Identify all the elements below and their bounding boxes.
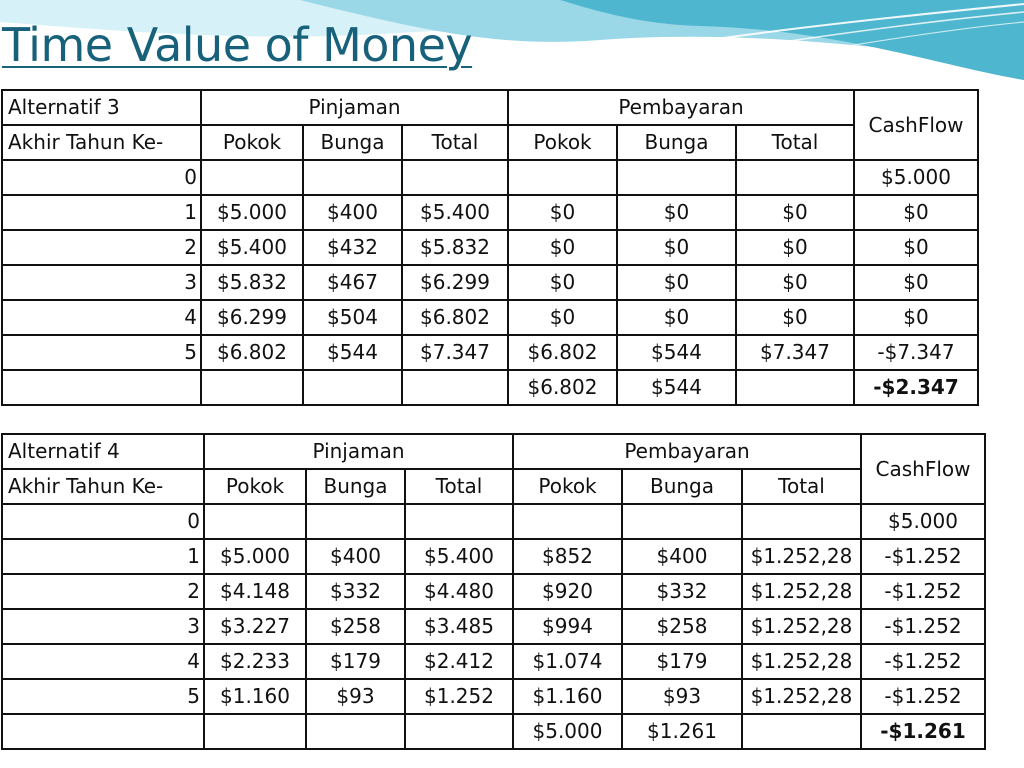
cell-pinjaman-total <box>402 370 508 405</box>
table-body <box>2 90 978 405</box>
cell-pembayaran-bunga: $400 <box>622 539 742 574</box>
cell-pinjaman-total: $5.400 <box>402 195 508 230</box>
table-row <box>2 230 978 265</box>
cell-pinjaman-total: $4.480 <box>405 574 513 609</box>
cell-pembayaran-pokok: $5.000 <box>513 714 622 749</box>
cell-pembayaran-bunga: $0 <box>617 230 736 265</box>
cell-cashflow: -$1.252 <box>861 644 985 679</box>
cell-pembayaran-total <box>742 504 861 539</box>
cell-pinjaman-bunga <box>306 504 405 539</box>
slide-title: Time Value of Money <box>2 18 473 72</box>
cell-pembayaran-bunga: $332 <box>622 574 742 609</box>
cell-pinjaman-pokok <box>204 714 306 749</box>
cell-pembayaran-pokok: $0 <box>508 230 617 265</box>
cell-pembayaran-bunga <box>617 160 736 195</box>
table-row <box>2 504 985 539</box>
subheader-pinjaman-bunga: Bunga <box>303 125 402 160</box>
table-row <box>2 195 978 230</box>
cell-pembayaran-total: $1.252,28 <box>742 644 861 679</box>
table-row <box>2 300 978 335</box>
cell-pembayaran-total: $7.347 <box>736 335 854 370</box>
cell-pinjaman-bunga: $93 <box>306 679 405 714</box>
cell-pinjaman-pokok: $6.299 <box>201 300 303 335</box>
cell-cashflow: $5.000 <box>854 160 978 195</box>
subheader-pembayaran-total: Total <box>742 469 861 504</box>
cell-pinjaman-total: $3.485 <box>405 609 513 644</box>
table-row-total <box>2 714 985 749</box>
subheader-pinjaman-total: Total <box>405 469 513 504</box>
table-row <box>2 335 978 370</box>
cell-cashflow: -$1.252 <box>861 539 985 574</box>
cell-pinjaman-pokok: $6.802 <box>201 335 303 370</box>
cell-pinjaman-bunga: $400 <box>303 195 402 230</box>
cell-pinjaman-pokok <box>201 160 303 195</box>
cell-year: 4 <box>2 300 201 335</box>
cell-pinjaman-pokok <box>204 504 306 539</box>
cell-cashflow: -$7.347 <box>854 335 978 370</box>
cell-pinjaman-total: $7.347 <box>402 335 508 370</box>
cell-cashflow: -$1.252 <box>861 679 985 714</box>
cell-pinjaman-bunga: $432 <box>303 230 402 265</box>
cell-pinjaman-total <box>405 504 513 539</box>
subheader-pinjaman-bunga: Bunga <box>306 469 405 504</box>
cell-cashflow: $5.000 <box>861 504 985 539</box>
cell-pinjaman-bunga: $258 <box>306 609 405 644</box>
cell-cashflow: $0 <box>854 195 978 230</box>
cell-pembayaran-bunga <box>622 504 742 539</box>
cell-year: 3 <box>2 265 201 300</box>
cell-pembayaran-pokok: $1.160 <box>513 679 622 714</box>
subheader-pinjaman-pokok: Pokok <box>204 469 306 504</box>
cell-cashflow: -$1.261 <box>861 714 985 749</box>
cell-pinjaman-bunga <box>303 370 402 405</box>
cell-pinjaman-total: $5.832 <box>402 230 508 265</box>
table-body <box>2 434 985 749</box>
cell-year: 0 <box>2 160 201 195</box>
cell-year: 0 <box>2 504 204 539</box>
table-row <box>2 539 985 574</box>
cell-cashflow: $0 <box>854 265 978 300</box>
cell-pembayaran-pokok: $852 <box>513 539 622 574</box>
cell-pembayaran-total <box>742 714 861 749</box>
header-cashflow: CashFlow <box>854 90 978 160</box>
cell-pinjaman-total <box>405 714 513 749</box>
cell-pembayaran-total: $0 <box>736 300 854 335</box>
cell-pembayaran-total: $1.252,28 <box>742 679 861 714</box>
cell-cashflow: $0 <box>854 230 978 265</box>
cell-pinjaman-pokok: $4.148 <box>204 574 306 609</box>
subheader-pembayaran-pokok: Pokok <box>508 125 617 160</box>
cell-pinjaman-bunga: $179 <box>306 644 405 679</box>
cell-pinjaman-pokok: $5.000 <box>204 539 306 574</box>
cell-pinjaman-pokok: $2.233 <box>204 644 306 679</box>
cell-pembayaran-total: $1.252,28 <box>742 609 861 644</box>
table-row <box>2 644 985 679</box>
table-row-total <box>2 370 978 405</box>
cell-pinjaman-bunga: $467 <box>303 265 402 300</box>
cell-pembayaran-bunga: $179 <box>622 644 742 679</box>
cell-year <box>2 714 204 749</box>
cell-pembayaran-bunga: $0 <box>617 265 736 300</box>
cell-cashflow: -$2.347 <box>854 370 978 405</box>
cell-pinjaman-bunga: $544 <box>303 335 402 370</box>
cell-pembayaran-bunga: $258 <box>622 609 742 644</box>
cell-pembayaran-pokok <box>508 160 617 195</box>
cell-pembayaran-total: $1.252,28 <box>742 539 861 574</box>
cell-year: 1 <box>2 195 201 230</box>
cell-pembayaran-pokok: $6.802 <box>508 335 617 370</box>
header-cashflow: CashFlow <box>861 434 985 504</box>
alternatif-4-table <box>1 433 986 750</box>
header-row-groups <box>2 434 985 469</box>
group-header-pembayaran: Pembayaran <box>508 90 854 125</box>
cell-year: 5 <box>2 679 204 714</box>
cell-year: 1 <box>2 539 204 574</box>
cell-pinjaman-total <box>402 160 508 195</box>
cell-pembayaran-pokok: $0 <box>508 195 617 230</box>
cell-pembayaran-total <box>736 160 854 195</box>
cell-pembayaran-pokok <box>513 504 622 539</box>
cell-pembayaran-bunga: $544 <box>617 335 736 370</box>
cell-cashflow: -$1.252 <box>861 574 985 609</box>
table-label: Alternatif 4 <box>2 434 204 469</box>
cell-pinjaman-pokok: $3.227 <box>204 609 306 644</box>
cell-pembayaran-pokok: $0 <box>508 265 617 300</box>
cell-pembayaran-bunga: $0 <box>617 195 736 230</box>
cell-pinjaman-bunga: $504 <box>303 300 402 335</box>
table-row <box>2 160 978 195</box>
cell-pinjaman-total: $2.412 <box>405 644 513 679</box>
table-row <box>2 609 985 644</box>
cell-pembayaran-pokok: $6.802 <box>508 370 617 405</box>
subheader-pembayaran-bunga: Bunga <box>622 469 742 504</box>
table-row <box>2 265 978 300</box>
cell-pembayaran-bunga: $1.261 <box>622 714 742 749</box>
cell-cashflow: -$1.252 <box>861 609 985 644</box>
table-row <box>2 574 985 609</box>
cell-year: 2 <box>2 574 204 609</box>
header-row-sub <box>2 125 978 160</box>
cell-year: 5 <box>2 335 201 370</box>
alternatif-3-table <box>1 89 979 406</box>
cell-pinjaman-pokok: $5.000 <box>201 195 303 230</box>
cell-pembayaran-total: $0 <box>736 195 854 230</box>
cell-pinjaman-pokok: $5.832 <box>201 265 303 300</box>
cell-pinjaman-pokok: $5.400 <box>201 230 303 265</box>
cell-pembayaran-pokok: $0 <box>508 300 617 335</box>
cell-pinjaman-total: $6.802 <box>402 300 508 335</box>
cell-pinjaman-total: $5.400 <box>405 539 513 574</box>
cell-cashflow: $0 <box>854 300 978 335</box>
cell-pembayaran-pokok: $920 <box>513 574 622 609</box>
header-row-sub <box>2 469 985 504</box>
group-header-pembayaran: Pembayaran <box>513 434 861 469</box>
cell-pembayaran-bunga: $93 <box>622 679 742 714</box>
cell-pembayaran-total: $0 <box>736 265 854 300</box>
cell-year: 2 <box>2 230 201 265</box>
subheader-pembayaran-bunga: Bunga <box>617 125 736 160</box>
cell-year <box>2 370 201 405</box>
table-row <box>2 679 985 714</box>
cell-pinjaman-bunga: $400 <box>306 539 405 574</box>
cell-pembayaran-total: $1.252,28 <box>742 574 861 609</box>
cell-year: 3 <box>2 609 204 644</box>
cell-pinjaman-bunga: $332 <box>306 574 405 609</box>
cell-pinjaman-pokok: $1.160 <box>204 679 306 714</box>
cell-year: 4 <box>2 644 204 679</box>
group-header-pinjaman: Pinjaman <box>204 434 513 469</box>
group-header-pinjaman: Pinjaman <box>201 90 508 125</box>
table-label: Alternatif 3 <box>2 90 201 125</box>
cell-pinjaman-total: $1.252 <box>405 679 513 714</box>
cell-pinjaman-pokok <box>201 370 303 405</box>
header-row-groups <box>2 90 978 125</box>
cell-pembayaran-bunga: $0 <box>617 300 736 335</box>
cell-pembayaran-total: $0 <box>736 230 854 265</box>
cell-pinjaman-bunga <box>306 714 405 749</box>
subheader-pinjaman-total: Total <box>402 125 508 160</box>
header-akhir-tahun: Akhir Tahun Ke- <box>2 125 201 160</box>
cell-pinjaman-total: $6.299 <box>402 265 508 300</box>
cell-pembayaran-total <box>736 370 854 405</box>
header-akhir-tahun: Akhir Tahun Ke- <box>2 469 204 504</box>
cell-pembayaran-pokok: $994 <box>513 609 622 644</box>
subheader-pembayaran-total: Total <box>736 125 854 160</box>
subheader-pinjaman-pokok: Pokok <box>201 125 303 160</box>
cell-pembayaran-pokok: $1.074 <box>513 644 622 679</box>
cell-pembayaran-bunga: $544 <box>617 370 736 405</box>
subheader-pembayaran-pokok: Pokok <box>513 469 622 504</box>
cell-pinjaman-bunga <box>303 160 402 195</box>
